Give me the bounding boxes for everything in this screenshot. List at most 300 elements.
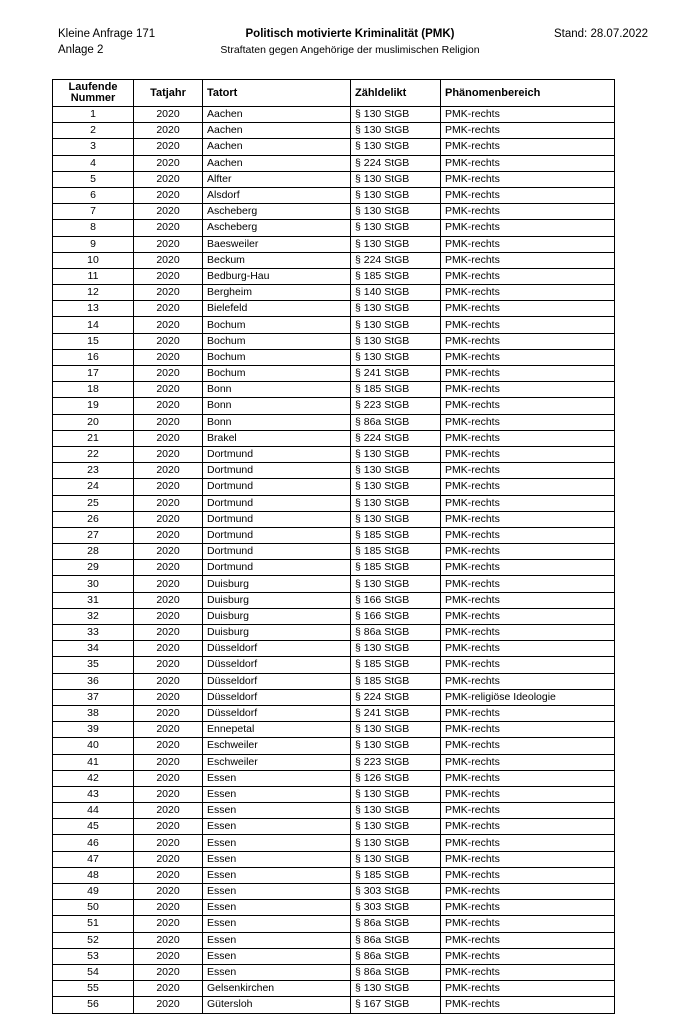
- cell-zaehldelikt: § 303 StGB: [351, 884, 441, 900]
- cell-zaehldelikt: § 167 StGB: [351, 997, 441, 1013]
- cell-zaehldelikt: § 223 StGB: [351, 398, 441, 414]
- cell-phaenomenbereich: PMK-rechts: [441, 236, 615, 252]
- cell-phaenomenbereich: PMK-rechts: [441, 495, 615, 511]
- table-header-row: [53, 80, 615, 107]
- cell-laufende-nummer: 54: [53, 964, 134, 980]
- cell-tatjahr: 2020: [134, 236, 203, 252]
- cell-zaehldelikt: § 130 StGB: [351, 803, 441, 819]
- cell-tatjahr: 2020: [134, 479, 203, 495]
- table-row: [53, 592, 615, 608]
- cell-zaehldelikt: § 130 StGB: [351, 204, 441, 220]
- cell-tatjahr: 2020: [134, 754, 203, 770]
- table-row: [53, 446, 615, 462]
- cell-tatjahr: 2020: [134, 608, 203, 624]
- cell-laufende-nummer: 3: [53, 139, 134, 155]
- cell-phaenomenbereich: PMK-rechts: [441, 722, 615, 738]
- cell-laufende-nummer: 47: [53, 851, 134, 867]
- cell-tatort: Bielefeld: [203, 301, 351, 317]
- table-row: [53, 673, 615, 689]
- cell-phaenomenbereich: PMK-rechts: [441, 398, 615, 414]
- cell-laufende-nummer: 42: [53, 770, 134, 786]
- cell-laufende-nummer: 34: [53, 641, 134, 657]
- cell-laufende-nummer: 40: [53, 738, 134, 754]
- cell-zaehldelikt: § 185 StGB: [351, 527, 441, 543]
- table-row: [53, 900, 615, 916]
- table-row: [53, 786, 615, 802]
- cell-tatort: Bonn: [203, 382, 351, 398]
- cell-laufende-nummer: 25: [53, 495, 134, 511]
- cell-phaenomenbereich: PMK-rechts: [441, 155, 615, 171]
- cell-phaenomenbereich: PMK-rechts: [441, 948, 615, 964]
- cell-tatjahr: 2020: [134, 527, 203, 543]
- cell-tatort: Essen: [203, 884, 351, 900]
- cell-tatort: Dortmund: [203, 511, 351, 527]
- cell-tatjahr: 2020: [134, 689, 203, 705]
- cell-zaehldelikt: § 130 StGB: [351, 333, 441, 349]
- table-row: [53, 544, 615, 560]
- cell-tatort: Bedburg-Hau: [203, 268, 351, 284]
- cell-phaenomenbereich: PMK-rechts: [441, 964, 615, 980]
- cell-phaenomenbereich: PMK-rechts: [441, 414, 615, 430]
- cell-tatort: Aachen: [203, 123, 351, 139]
- cell-laufende-nummer: 24: [53, 479, 134, 495]
- cell-laufende-nummer: 35: [53, 657, 134, 673]
- cell-zaehldelikt: § 130 StGB: [351, 187, 441, 203]
- table-row: [53, 204, 615, 220]
- table-row: [53, 803, 615, 819]
- cell-phaenomenbereich: PMK-rechts: [441, 511, 615, 527]
- cell-zaehldelikt: § 166 StGB: [351, 592, 441, 608]
- cell-tatjahr: 2020: [134, 204, 203, 220]
- cell-phaenomenbereich: PMK-rechts: [441, 916, 615, 932]
- table-row: [53, 123, 615, 139]
- table-row: [53, 252, 615, 268]
- cell-laufende-nummer: 31: [53, 592, 134, 608]
- cell-tatort: Ascheberg: [203, 220, 351, 236]
- cell-tatort: Aachen: [203, 139, 351, 155]
- cell-tatjahr: 2020: [134, 155, 203, 171]
- cell-phaenomenbereich: PMK-rechts: [441, 268, 615, 284]
- cell-tatjahr: 2020: [134, 932, 203, 948]
- cell-laufende-nummer: 39: [53, 722, 134, 738]
- cell-tatort: Dortmund: [203, 463, 351, 479]
- cell-laufende-nummer: 41: [53, 754, 134, 770]
- column-header-tatort: Tatort: [203, 80, 351, 107]
- cell-tatjahr: 2020: [134, 511, 203, 527]
- cell-phaenomenbereich: PMK-religiöse Ideologie: [441, 689, 615, 705]
- table-row: [53, 657, 615, 673]
- page-subtitle: Straftaten gegen Angehörige der muslimischen Religion: [220, 44, 480, 56]
- cell-zaehldelikt: § 140 StGB: [351, 285, 441, 301]
- table-header-row-group: [53, 80, 615, 107]
- cell-tatort: Essen: [203, 803, 351, 819]
- cell-tatjahr: 2020: [134, 916, 203, 932]
- cell-phaenomenbereich: PMK-rechts: [441, 657, 615, 673]
- cell-tatort: Brakel: [203, 430, 351, 446]
- cell-laufende-nummer: 17: [53, 366, 134, 382]
- cell-tatjahr: 2020: [134, 964, 203, 980]
- cell-tatjahr: 2020: [134, 738, 203, 754]
- cell-laufende-nummer: 33: [53, 625, 134, 641]
- cell-phaenomenbereich: PMK-rechts: [441, 366, 615, 382]
- cell-laufende-nummer: 46: [53, 835, 134, 851]
- table-row: [53, 722, 615, 738]
- cell-laufende-nummer: 15: [53, 333, 134, 349]
- cell-tatjahr: 2020: [134, 948, 203, 964]
- table-row: [53, 625, 615, 641]
- cell-zaehldelikt: § 241 StGB: [351, 366, 441, 382]
- cell-phaenomenbereich: PMK-rechts: [441, 560, 615, 576]
- cell-laufende-nummer: 52: [53, 932, 134, 948]
- table-row: [53, 155, 615, 171]
- cell-laufende-nummer: 30: [53, 576, 134, 592]
- cell-laufende-nummer: 2: [53, 123, 134, 139]
- cell-zaehldelikt: § 86a StGB: [351, 916, 441, 932]
- cell-laufende-nummer: 51: [53, 916, 134, 932]
- cell-tatort: Essen: [203, 770, 351, 786]
- table-row: [53, 187, 615, 203]
- cell-phaenomenbereich: PMK-rechts: [441, 884, 615, 900]
- cell-zaehldelikt: § 223 StGB: [351, 754, 441, 770]
- cell-laufende-nummer: 16: [53, 349, 134, 365]
- cell-laufende-nummer: 43: [53, 786, 134, 802]
- cell-laufende-nummer: 19: [53, 398, 134, 414]
- cell-zaehldelikt: § 130 StGB: [351, 301, 441, 317]
- cell-tatort: Essen: [203, 916, 351, 932]
- cell-tatjahr: 2020: [134, 349, 203, 365]
- cell-laufende-nummer: 48: [53, 867, 134, 883]
- cell-tatjahr: 2020: [134, 187, 203, 203]
- table-row: [53, 608, 615, 624]
- cell-zaehldelikt: § 130 StGB: [351, 349, 441, 365]
- cell-zaehldelikt: § 130 StGB: [351, 511, 441, 527]
- cell-zaehldelikt: § 303 StGB: [351, 900, 441, 916]
- table-row: [53, 430, 615, 446]
- cell-zaehldelikt: § 166 StGB: [351, 608, 441, 624]
- cell-tatort: Bonn: [203, 414, 351, 430]
- table-row: [53, 285, 615, 301]
- cell-tatjahr: 2020: [134, 867, 203, 883]
- cell-zaehldelikt: § 185 StGB: [351, 673, 441, 689]
- table-row: [53, 479, 615, 495]
- cell-phaenomenbereich: PMK-rechts: [441, 479, 615, 495]
- cell-phaenomenbereich: PMK-rechts: [441, 301, 615, 317]
- cell-zaehldelikt: § 86a StGB: [351, 932, 441, 948]
- cell-zaehldelikt: § 130 StGB: [351, 463, 441, 479]
- cell-phaenomenbereich: PMK-rechts: [441, 803, 615, 819]
- table-row: [53, 932, 615, 948]
- cell-laufende-nummer: 9: [53, 236, 134, 252]
- table-row: [53, 333, 615, 349]
- table-row: [53, 997, 615, 1013]
- cell-tatjahr: 2020: [134, 560, 203, 576]
- cell-tatort: Ennepetal: [203, 722, 351, 738]
- cell-tatort: Essen: [203, 932, 351, 948]
- cell-zaehldelikt: § 185 StGB: [351, 560, 441, 576]
- cell-zaehldelikt: § 130 StGB: [351, 220, 441, 236]
- cell-zaehldelikt: § 241 StGB: [351, 705, 441, 721]
- table-row: [53, 916, 615, 932]
- cell-phaenomenbereich: PMK-rechts: [441, 107, 615, 123]
- cell-tatjahr: 2020: [134, 285, 203, 301]
- table-row: [53, 948, 615, 964]
- cell-tatort: Essen: [203, 786, 351, 802]
- table-body: [53, 107, 615, 1014]
- cell-zaehldelikt: § 185 StGB: [351, 268, 441, 284]
- cell-tatort: Gütersloh: [203, 997, 351, 1013]
- table-row: [53, 835, 615, 851]
- table-row: [53, 301, 615, 317]
- table-row: [53, 268, 615, 284]
- table-row: [53, 851, 615, 867]
- cell-tatjahr: 2020: [134, 884, 203, 900]
- header-date: Stand: 28.07.2022: [554, 28, 648, 40]
- cell-zaehldelikt: § 130 StGB: [351, 738, 441, 754]
- table-row: [53, 236, 615, 252]
- cell-zaehldelikt: § 130 StGB: [351, 819, 441, 835]
- cell-zaehldelikt: § 224 StGB: [351, 689, 441, 705]
- cell-zaehldelikt: § 86a StGB: [351, 625, 441, 641]
- cell-phaenomenbereich: PMK-rechts: [441, 139, 615, 155]
- cell-tatort: Bonn: [203, 398, 351, 414]
- cell-tatjahr: 2020: [134, 430, 203, 446]
- table-row: [53, 964, 615, 980]
- cell-phaenomenbereich: PMK-rechts: [441, 220, 615, 236]
- cell-phaenomenbereich: PMK-rechts: [441, 123, 615, 139]
- cell-tatjahr: 2020: [134, 139, 203, 155]
- cell-tatort: Duisburg: [203, 592, 351, 608]
- cell-laufende-nummer: 11: [53, 268, 134, 284]
- cell-tatjahr: 2020: [134, 495, 203, 511]
- cell-phaenomenbereich: PMK-rechts: [441, 738, 615, 754]
- table-row: [53, 171, 615, 187]
- cell-tatjahr: 2020: [134, 252, 203, 268]
- cell-zaehldelikt: § 224 StGB: [351, 430, 441, 446]
- cell-tatort: Alsdorf: [203, 187, 351, 203]
- cell-tatort: Düsseldorf: [203, 673, 351, 689]
- cell-tatort: Essen: [203, 851, 351, 867]
- cell-tatjahr: 2020: [134, 900, 203, 916]
- cell-laufende-nummer: 21: [53, 430, 134, 446]
- cell-phaenomenbereich: PMK-rechts: [441, 625, 615, 641]
- cell-tatjahr: 2020: [134, 981, 203, 997]
- table-row: [53, 414, 615, 430]
- cell-phaenomenbereich: PMK-rechts: [441, 673, 615, 689]
- cell-tatort: Duisburg: [203, 625, 351, 641]
- cell-laufende-nummer: 13: [53, 301, 134, 317]
- cell-tatort: Eschweiler: [203, 754, 351, 770]
- cell-zaehldelikt: § 130 StGB: [351, 576, 441, 592]
- cell-phaenomenbereich: PMK-rechts: [441, 981, 615, 997]
- cell-tatjahr: 2020: [134, 705, 203, 721]
- cell-phaenomenbereich: PMK-rechts: [441, 997, 615, 1013]
- cell-tatjahr: 2020: [134, 722, 203, 738]
- cell-phaenomenbereich: PMK-rechts: [441, 430, 615, 446]
- cell-tatort: Beckum: [203, 252, 351, 268]
- table-row: [53, 107, 615, 123]
- cell-phaenomenbereich: PMK-rechts: [441, 349, 615, 365]
- table-row: [53, 754, 615, 770]
- cell-zaehldelikt: § 130 StGB: [351, 139, 441, 155]
- table-row: [53, 527, 615, 543]
- cell-zaehldelikt: § 185 StGB: [351, 544, 441, 560]
- table-row: [53, 398, 615, 414]
- cell-tatort: Bochum: [203, 333, 351, 349]
- table-row: [53, 349, 615, 365]
- cell-laufende-nummer: 7: [53, 204, 134, 220]
- cell-laufende-nummer: 14: [53, 317, 134, 333]
- table-row: [53, 495, 615, 511]
- cell-phaenomenbereich: PMK-rechts: [441, 171, 615, 187]
- cell-laufende-nummer: 26: [53, 511, 134, 527]
- cell-tatort: Düsseldorf: [203, 657, 351, 673]
- cell-laufende-nummer: 50: [53, 900, 134, 916]
- cell-laufende-nummer: 22: [53, 446, 134, 462]
- cell-laufende-nummer: 5: [53, 171, 134, 187]
- cell-tatort: Dortmund: [203, 479, 351, 495]
- cell-tatjahr: 2020: [134, 123, 203, 139]
- cell-laufende-nummer: 37: [53, 689, 134, 705]
- cell-zaehldelikt: § 126 StGB: [351, 770, 441, 786]
- cell-tatort: Essen: [203, 835, 351, 851]
- cell-phaenomenbereich: PMK-rechts: [441, 446, 615, 462]
- cell-tatort: Bergheim: [203, 285, 351, 301]
- cell-tatort: Dortmund: [203, 527, 351, 543]
- cell-tatjahr: 2020: [134, 835, 203, 851]
- table-row: [53, 511, 615, 527]
- cell-tatjahr: 2020: [134, 382, 203, 398]
- cell-zaehldelikt: § 130 StGB: [351, 981, 441, 997]
- table-row: [53, 738, 615, 754]
- cell-laufende-nummer: 45: [53, 819, 134, 835]
- cell-laufende-nummer: 12: [53, 285, 134, 301]
- cell-phaenomenbereich: PMK-rechts: [441, 900, 615, 916]
- table-row: [53, 366, 615, 382]
- pmk-offences-table: [52, 79, 615, 1014]
- cell-tatort: Düsseldorf: [203, 705, 351, 721]
- cell-tatort: Essen: [203, 948, 351, 964]
- cell-zaehldelikt: § 130 StGB: [351, 786, 441, 802]
- cell-tatjahr: 2020: [134, 819, 203, 835]
- table-row: [53, 382, 615, 398]
- cell-zaehldelikt: § 185 StGB: [351, 382, 441, 398]
- cell-laufende-nummer: 27: [53, 527, 134, 543]
- cell-tatort: Essen: [203, 819, 351, 835]
- cell-tatjahr: 2020: [134, 786, 203, 802]
- header-anlage-label: Anlage 2: [58, 44, 104, 56]
- cell-zaehldelikt: § 130 StGB: [351, 851, 441, 867]
- column-header-laufende-nummer: [53, 80, 134, 107]
- cell-laufende-nummer: 53: [53, 948, 134, 964]
- cell-phaenomenbereich: PMK-rechts: [441, 867, 615, 883]
- column-header-tatjahr: Tatjahr: [134, 80, 203, 107]
- cell-tatort: Duisburg: [203, 608, 351, 624]
- cell-laufende-nummer: 29: [53, 560, 134, 576]
- cell-tatjahr: 2020: [134, 592, 203, 608]
- cell-zaehldelikt: § 130 StGB: [351, 446, 441, 462]
- cell-zaehldelikt: § 130 StGB: [351, 479, 441, 495]
- table-row: [53, 770, 615, 786]
- cell-tatort: Dortmund: [203, 495, 351, 511]
- cell-tatjahr: 2020: [134, 171, 203, 187]
- page-title: Politisch motivierte Kriminalität (PMK): [245, 28, 455, 40]
- cell-tatjahr: 2020: [134, 576, 203, 592]
- cell-phaenomenbereich: PMK-rechts: [441, 932, 615, 948]
- cell-tatort: Bochum: [203, 349, 351, 365]
- cell-laufende-nummer: 28: [53, 544, 134, 560]
- table-row: [53, 220, 615, 236]
- cell-laufende-nummer: 6: [53, 187, 134, 203]
- cell-zaehldelikt: § 224 StGB: [351, 252, 441, 268]
- cell-zaehldelikt: § 130 StGB: [351, 495, 441, 511]
- cell-zaehldelikt: § 86a StGB: [351, 414, 441, 430]
- cell-phaenomenbereich: PMK-rechts: [441, 463, 615, 479]
- cell-tatjahr: 2020: [134, 317, 203, 333]
- cell-zaehldelikt: § 224 StGB: [351, 155, 441, 171]
- cell-zaehldelikt: § 130 StGB: [351, 171, 441, 187]
- cell-laufende-nummer: 32: [53, 608, 134, 624]
- table-row: [53, 819, 615, 835]
- table-row: [53, 884, 615, 900]
- cell-tatort: Aachen: [203, 155, 351, 171]
- cell-tatjahr: 2020: [134, 446, 203, 462]
- cell-tatort: Dortmund: [203, 446, 351, 462]
- cell-phaenomenbereich: PMK-rechts: [441, 204, 615, 220]
- table-row: [53, 576, 615, 592]
- column-header-laufende-nummer-line1: Laufende: [68, 81, 118, 93]
- cell-phaenomenbereich: PMK-rechts: [441, 317, 615, 333]
- cell-tatjahr: 2020: [134, 770, 203, 786]
- cell-phaenomenbereich: PMK-rechts: [441, 544, 615, 560]
- cell-tatjahr: 2020: [134, 398, 203, 414]
- cell-zaehldelikt: § 130 StGB: [351, 123, 441, 139]
- cell-zaehldelikt: § 130 StGB: [351, 317, 441, 333]
- cell-laufende-nummer: 18: [53, 382, 134, 398]
- cell-phaenomenbereich: PMK-rechts: [441, 382, 615, 398]
- cell-phaenomenbereich: PMK-rechts: [441, 252, 615, 268]
- cell-laufende-nummer: 49: [53, 884, 134, 900]
- cell-tatort: Bochum: [203, 317, 351, 333]
- cell-zaehldelikt: § 86a StGB: [351, 964, 441, 980]
- cell-laufende-nummer: 20: [53, 414, 134, 430]
- cell-tatort: Ascheberg: [203, 204, 351, 220]
- cell-phaenomenbereich: PMK-rechts: [441, 592, 615, 608]
- cell-zaehldelikt: § 130 StGB: [351, 236, 441, 252]
- cell-tatort: Düsseldorf: [203, 641, 351, 657]
- cell-tatort: Essen: [203, 900, 351, 916]
- table-row: [53, 139, 615, 155]
- cell-phaenomenbereich: PMK-rechts: [441, 333, 615, 349]
- table-row: [53, 705, 615, 721]
- cell-phaenomenbereich: PMK-rechts: [441, 786, 615, 802]
- table-row: [53, 689, 615, 705]
- cell-laufende-nummer: 10: [53, 252, 134, 268]
- table-row: [53, 560, 615, 576]
- cell-tatjahr: 2020: [134, 268, 203, 284]
- cell-laufende-nummer: 44: [53, 803, 134, 819]
- page-header: [52, 22, 648, 66]
- cell-tatort: Baesweiler: [203, 236, 351, 252]
- cell-tatort: Essen: [203, 867, 351, 883]
- cell-zaehldelikt: § 185 StGB: [351, 657, 441, 673]
- cell-phaenomenbereich: PMK-rechts: [441, 851, 615, 867]
- cell-zaehldelikt: § 130 StGB: [351, 107, 441, 123]
- cell-phaenomenbereich: PMK-rechts: [441, 187, 615, 203]
- table-row: [53, 981, 615, 997]
- cell-tatjahr: 2020: [134, 220, 203, 236]
- cell-tatjahr: 2020: [134, 301, 203, 317]
- cell-zaehldelikt: § 130 StGB: [351, 835, 441, 851]
